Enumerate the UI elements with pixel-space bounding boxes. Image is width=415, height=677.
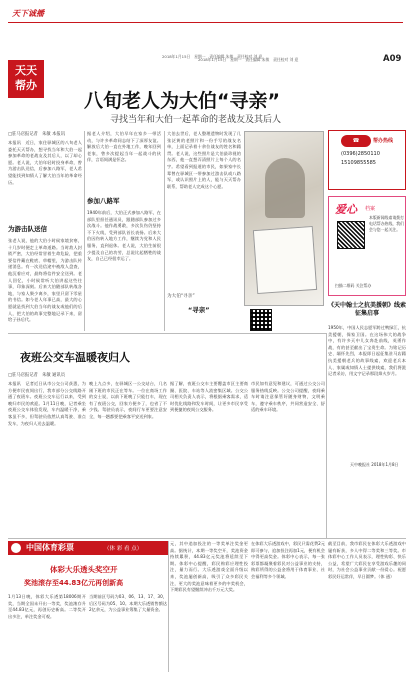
- date-line-top: 2018年1月15日 星期一 责任编辑 朱敏 责任校对 刘 迎: [198, 57, 299, 62]
- crime-col-4: 市民如有意见和建议，可通过公交公司服务热线反映。公交公司提醒，夜间乘车时请注意保管好随身财物，文明乘车，遵守乘车秩序，共同营造安全、舒适的乘车环境。: [251, 381, 325, 413]
- lottery-col-4: 在体彩大乐透游戏中，彩民只需花费2元即可参与，追加投注再加1元，便有机会中得更高奖金。体彩中心表示，每一张彩票都凝聚着彩民对公益事业的支持，购彩所得的公益金将用于体育事业、社会福利等多个领域。: [251, 541, 325, 579]
- hotline-label: 帮办热线: [373, 138, 394, 144]
- lead-photo: [244, 131, 324, 306]
- crime-byline: □驻马店报记者 朱敏 通讯员: [8, 373, 65, 378]
- lead-col-2-body: 1940年前后，大伯正式参加八路军，在部队里担任通讯员，跟随部队参加过多次战斗。他作战勇敢，多次负伤仍坚持不下火线，受到部队首长表扬。后来大伯因伤转入地方工作，继续为党和人民服务，直到退休。老人说，大伯生前很少提及自己的功劳，总说比起牺牲的战友，自己已经很幸运了。: [87, 210, 161, 262]
- column-rule-3: [326, 333, 327, 538]
- phone-icon: ☎: [352, 138, 360, 144]
- side-story-signature: 天中晚报社 2018年1月8日: [350, 462, 399, 467]
- love-qr-icon: [337, 221, 365, 249]
- lead-subhead: 寻找当年和大伯一起革命的老战友及其后人: [110, 115, 282, 125]
- section-divider-2: [8, 538, 406, 539]
- lead-col-2-top: 据老人介绍，大伯早年在家乡一带活动，与许多革命同志结下了深厚友谊。解放后大伯一直在外地工作，晚年回到老家，曾多次提起当年一起战斗的伙伴，言语间满是怀念。: [87, 131, 161, 163]
- photo-document: [253, 226, 317, 294]
- lottery-subhead: 奖池滚存至44.83亿元再创新高: [24, 579, 124, 587]
- qr-code-icon: [250, 309, 272, 331]
- lottery-col-5: 截至目前，我市彩民在体彩大乐透游戏中屡有斩获，多人中得二等奖和三等奖。市体彩中心工作人员表示，理性购彩、快乐公益，希望广大彩民在享受游戏乐趣的同时，为社会公益事业贡献一份爱心。祝愿彩民好运常伴，早日圆梦。（体 通）: [328, 541, 406, 579]
- crime-col-2: 晚上九点多，在驿城区一公交站台，几名刚下班的市民正在等车。一位在商场工作的女士说，以前下班晚了只能打车，现在有了夜班公交，回家方便多了，也省了不少钱。驾驶员表示，夜间行车更要注意安全，每一趟都要把乘客平安送到家。: [89, 381, 167, 419]
- love-box-caption: 扫描二维码 关注帮办: [335, 283, 372, 288]
- column-badge-line1: 天天: [15, 64, 37, 77]
- hotline-title: [341, 135, 371, 147]
- lottery-logo-icon: [11, 543, 21, 553]
- lottery-col-1: 1月13日晚，体彩大乐透第18006期开奖，当期全国未开出一等奖，奖池滚存升至44.83亿元，再创历史新高。二等奖开出多注，单注奖金可观。: [8, 594, 86, 619]
- column-badge-line2: 帮办: [15, 79, 37, 92]
- crime-headline: 夜班公交车温暖夜归人: [20, 351, 130, 364]
- brand-logo: 天下诚播: [12, 8, 44, 18]
- hotline-number-1: (0396)2850110: [341, 151, 380, 157]
- masthead-rule: [8, 22, 403, 23]
- page-number: A09: [383, 54, 402, 64]
- lead-byline: □驻马店报记者 朱敏 本报讯: [8, 132, 65, 137]
- lead-col2-heading: 参加八路军: [87, 197, 120, 205]
- section-divider-1: [8, 333, 326, 334]
- column-rule-1: [84, 131, 85, 331]
- column-rule-2: [164, 131, 165, 331]
- love-box: [328, 196, 406, 296]
- lead-col3-heading: “寻亲”: [188, 306, 210, 314]
- side-story-body: 1950年，中国人民志愿军跨过鸭绿江，抗美援朝，保家卫国。在这场伟大的战争中，有许多天中儿女奔赴前线，英勇作战，有的甚至献出了宝贵生命。为铭记历史、缅怀先烈，本报即日起征集驻马店籍抗美援朝老兵的故事线索，欢迎老兵本人、家属或知情人士提供线索，我们将派记者采访，用文字记录那段烽火岁月。: [328, 325, 406, 377]
- love-badge-sub: 档案: [365, 206, 376, 212]
- lead-col-1-body: 张老人说，他的大伯小时候家境贫寒，十几岁时便走上革命道路。当时敌人封锁严密，大伯经常冒着生命危险，把重要信件藏在鞋底、草帽里，为游击队传递消息。有一次送信途中被敌人盘查，他沉着应对，最终将信件安全送到。老人回忆，小时候常听大伯讲起这些往事，印象深刻。后来大伯随部队转战各地，与家人聚少离多，家里只留下零星的书信。如今老人年事已高，最大的心愿就是找到大伯当年的战友或他们的后人，把大伯的故事完整地记录下来，留给子孙后代。: [8, 238, 82, 323]
- lottery-header-bar: [8, 541, 168, 555]
- lottery-header: 中国体育彩票: [26, 543, 74, 552]
- side-story-title: 《天中翰士之抗美援朝》线索征集启事: [328, 302, 407, 317]
- lottery-col-2: 当期前区号码为03、06、13、17、30，后区号码为05、10。本期大乐透销售额达2亿余元，为公益事业筹集了大量资金。: [89, 594, 167, 613]
- crime-col-1: 本报讯 记者近日从市公交公司获悉，为方便市民夜间出行，我市部分公交线路开通了夜班车。夜班公交车运行以来，受到晚归市民的欢迎。1月11日晚，记者乘坐夜班公交车体验发现，车内温暖干净，乘客虽不多，但驾驶员依然认真驾驶、准点发车，为夜归人送去温暖。: [8, 381, 86, 426]
- lead-col3-caption: 为大伯“寻亲”: [167, 294, 195, 299]
- lottery-col-3: 元，其中追加投注的一等奖单注奖金更高。据统计，本期一等奖空开，奖池资金持续累积，44.83亿元奖池将延续至下期。体彩中心提醒，彩民购彩应理性投注，量力而行。大乐透游戏全面升级以来，奖池屡创新高，吸引了众多彩民关注，更大的奖池意味着更多的中奖机会，下期彩民有望继续冲击千万元大奖。: [170, 541, 248, 593]
- hotline-number-2: 15109855585: [341, 160, 376, 166]
- lead-section-title: 为游击队送信: [8, 225, 47, 233]
- lead-col-3-top: 大伯去世后，老人整理遗物时发现了几张泛黄的老照片和一份手写的战友名单，上面记录着十余位战友的姓名和籍贯。老人说，这些照片是大伯最珍视的东西，他一直想弄清照片上每个人的名字。希望看到报道的市民，如果家中长辈曾在驿城区一带参加过游击队或八路军，或认识照片上的人，能与天天帮办联系，帮助老人完成这个心愿。: [167, 131, 241, 189]
- lottery-tag: （体 彩 看 点）: [104, 546, 143, 552]
- photo-figure: [265, 158, 305, 218]
- lead-headline: 八旬老人为大伯“寻亲”: [84, 90, 280, 112]
- lottery-headline: 体彩大乐透头奖空开: [50, 565, 118, 574]
- hotline-box: [328, 130, 406, 190]
- love-badge: 爱心: [335, 203, 357, 216]
- crime-col-3: 据了解，夜班公交车主要覆盖市区主要商圈、医院、车站等人流密集区域。公交公司相关负责人表示，将根据乘客需求，适时优化线路和发车时间，让更多市民享受到便捷的夜间公交服务。: [170, 381, 248, 413]
- lead-col-1-top: 本报讯 近日，家住驿城区的八旬老人委托天天帮办，想寻找当年和大伯一起参加革命的老战友及其后人，以了却心愿。老人说，大伯年轻时投身革命，曾为游击队送信，后参加八路军，老人希望能找到知情人了解大伯当年的革命经历。: [8, 140, 82, 185]
- date-line: 2018年1月15日 星期一 责任编辑 朱敏 责任校对 刘 迎: [162, 54, 263, 59]
- column-rule-4: [168, 541, 169, 672]
- love-box-note: 本版新闻线索请拨打电话帮办热线，我们会与您一起关注。: [369, 215, 405, 232]
- column-badge: [8, 60, 44, 98]
